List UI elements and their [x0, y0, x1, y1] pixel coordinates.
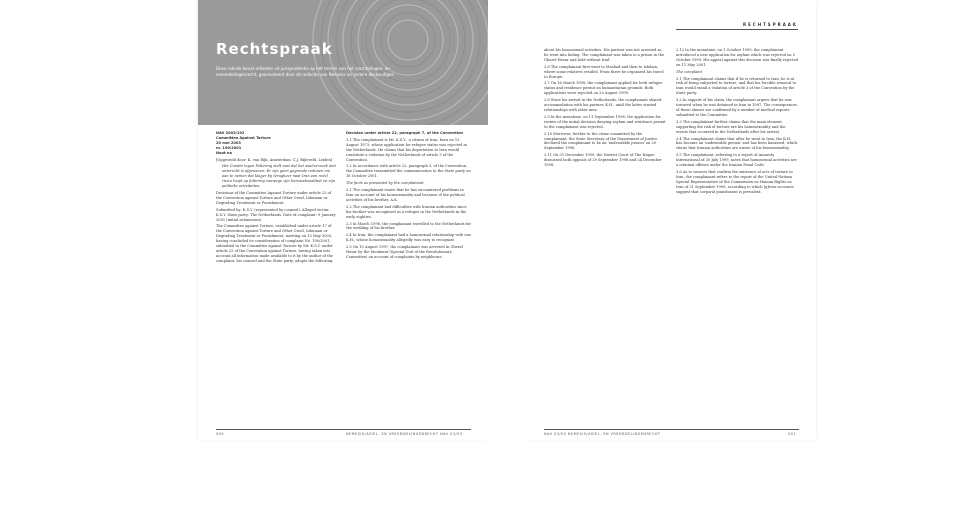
left-col2-para-4: 2.2 The complainant had difficulties with Iranian authorities since his brother was recognized as a refugee in the Netherlands in the early eighties. — [346, 204, 467, 219]
right-col1-para-4: 2.8 Since his arrival in the Netherlands, the complainant shared accommodation with his partner, K.H., until the latter started relationships with other men. — [544, 98, 662, 112]
banner — [198, 0, 488, 125]
case-header-5: Noot na — [216, 150, 232, 155]
right-footer-rule — [544, 429, 799, 430]
right-col2-para-2: 3.1 The complainant claims that if he is returned to Iran, he is at risk of being subjected to torture, and that his forcible removal to Iran would entail a violation of article 3 of the Convention by the State party. — [676, 76, 797, 96]
banner-subtitle: Deze rubriek bevat artikelen uit jurisprudentie op het terrein van het vluchtelingen- en vreemdelingenrecht, geannoteerd door de redactie van Nemesis en andere deskundigen — [216, 66, 395, 77]
right-col1-para-3: 2.7 On 16 March 1998, the complainant applied for both refugee status and residence permit on humanitarian grounds. Both applications were rejected on 20 August 1999. — [544, 81, 663, 96]
case-header-3: 20 mei 2003 — [216, 140, 241, 145]
right-column-1 — [544, 48, 666, 170]
editor-note: [Opgesteld door: K. van Eijk, Amsterdam: C.J. Bijleveld, Leiden] — [216, 157, 333, 162]
right-col2-para-6: 3.5 The complainant, referring to a report of Amnesty International of 30 July 1999, notes that homosexual activities are a criminal offence under the Iranian Penal Code. — [676, 153, 797, 168]
right-col2-para-7: 3.6 As to sources that confirm the existence of acts of torture in Iran, the complainant refers to the report of the United Nations Special Representative of the Commission on Human Rights on Iran of 21 September 1999, according to which [g]ross accounts suggest that corporal punishment is prevalent. — [676, 169, 794, 194]
left-col2-para-3: 2.1 The complainant states that he has encountered problems in Iran on account of his homosexuality and because of the political activities of his brother, A.K. — [346, 188, 465, 202]
case-header-1: NAV 2003/192 — [216, 131, 245, 135]
right-col2-para-1: 2.12 In the meantime, on 1 October 1999, the complainant introduced a new application for asylum which was rejected on 5 October 1999. His appeal against this decision was finally rejected on 11 May 2001. — [676, 48, 798, 67]
left-col1-para-2: Submitted by: K.S.Y. (represented by counsel). Alleged victim: K.S.Y. State party: The Netherlands. Date of complaint: 9 January 2001 (initial submission). — [216, 207, 336, 222]
banner-title: Rechtspraak — [216, 40, 333, 58]
intro-summary: Het Comité tegen Foltering stelt vast dat het asielverzoek niet onterecht is afgewezen. Er zijn geen gegronde redenen om aan te nemen dat klager bij terugkeer naar Iran een reëel risico loopt op foltering vanwege zijn homoseksualiteit en zijn politieke activiteiten. — [222, 164, 336, 189]
gutter — [488, 0, 526, 440]
right-page-number: 501 — [788, 432, 796, 436]
left-column-2 — [346, 131, 471, 262]
complaint-subheading: The complaint — [676, 69, 703, 74]
right-footer-text: NAV 03/03 NEMESIS/ASIEL- EN VREEMDELINGENRECHT — [544, 432, 661, 436]
right-col1-para-2: 2.6 The complainant first went to Mashad and then to Isfahan, where some relatives resided. From there he organized his travel to Europe. — [544, 64, 664, 79]
left-col2-para-1: 1.1 The complainant is Mr. K.S.Y., a citizen of Iran, born on 13 August 1973, whose application for refugee status was rejected in the Netherlands. He claims that his deportation to Iran would constitute a violation by the Netherlands of article 3 of the Convention. — [346, 137, 467, 162]
running-head-rule — [676, 29, 798, 30]
right-col2-para-3: 3.2 In support of his claim, the complainant argues that he was tortured when he was detained in Iran in 1997. The consequences of these abuses are confirmed by a number of medical reports submitted to the Committee. — [676, 98, 798, 117]
case-header-4: nr. 190/2001 — [216, 145, 242, 150]
case-header-2: Committee Against Torture — [216, 135, 271, 140]
running-head: RECHTSPRAAK — [742, 22, 798, 27]
left-col2-para-2: 1.2 In accordance with article 22, paragraph 3, of the Convention, the Committee transmitted the communication to the State party on 18 October 2001. — [346, 164, 471, 179]
right-col1-para-6: 2.10 Moreover, further to the crime committed by the complainant, the State Secretary of the Department of Justice declared the complainant to be an 'undesirable person' on 20 September 1998. — [544, 131, 658, 151]
right-col1-para-7: 2.11 On 01 December 1999, the District Court of The Hague dismissed both appeals of 29 September 1998 and 24 December 1998. — [544, 153, 662, 168]
left-column-1 — [216, 131, 336, 266]
right-col2-para-4: 3.3 The complainant further claims that the main element supporting the risk of torture are his homosexuality and the events that occurred in the Netherlands after his arrival. — [676, 119, 786, 134]
left-col2-para-6: 2.4 In Iran, the complainant had a homosexual relationship with one K.H., whose homosexuality allegedly was easy to recognize. — [346, 233, 471, 243]
right-col2-para-5: 3.4 The complainant claims that after he went to Iran, the K.H. has become an 'undesirable person' and has been harassed, which shows that Iranian authorities are aware of his homosexuality. — [676, 136, 798, 151]
left-page-number: 500 — [216, 432, 224, 436]
right-column-2 — [676, 48, 798, 196]
left-col1-para-1: Decisions of the Committee Against Torture under article 22 of the Convention against Torture and Other Cruel, Inhuman or Degrading Treatment or Punishment. — [216, 190, 332, 205]
right-col1-para-1: about his homosexual activities. His partner was not arrested as he went into hiding. The complainant was taken to a prison in the Ghezel Hesar and held without trial. — [544, 48, 665, 62]
left-footer-rule — [216, 429, 471, 430]
banner-pattern — [198, 0, 488, 125]
left-col1-para-3: The Committee against Torture, established under article 17 of the Convention against Torture and Other Cruel, Inhuman or Degrading Treatment or Punishment, meeting on 15 May 2003, having concluded its consideration of complaint No. 190/2001, submitted to the Committee against Torture by Mr. K.S.Y. under article 22 of the Convention against Torture, having taken into account all information made available to it by the author of the complaint, his counsel and the State party, adopts the following: — [216, 224, 334, 263]
right-page — [526, 0, 816, 440]
decision-heading: Decision under article 22, paragraph 7, of the Convention — [346, 131, 464, 135]
left-col2-para-5: 2.3 In March 1996, the complainant travelled to the Netherlands for the wedding of his brother. — [346, 221, 471, 231]
left-page — [198, 0, 488, 440]
left-footer-text: NEMESIS/ASIEL- EN VREEMDELINGENRECHT NAV 03/03 — [346, 432, 463, 436]
facts-subheading: The facts as presented by the complainant — [346, 181, 424, 186]
right-col1-para-5: 2.9 In the meantime, on 11 September 1998, the application for review of the initial decision denying asylum and residence permit to the complainant was rejected. — [544, 114, 666, 129]
left-col2-para-7: 2.5 On 10 August 1997, the complainant was arrested in Ghezel Hesar by the Monkerat (Special Unit of the Revolutionary Committee) on account of complaints by neighbours. — [346, 245, 463, 259]
